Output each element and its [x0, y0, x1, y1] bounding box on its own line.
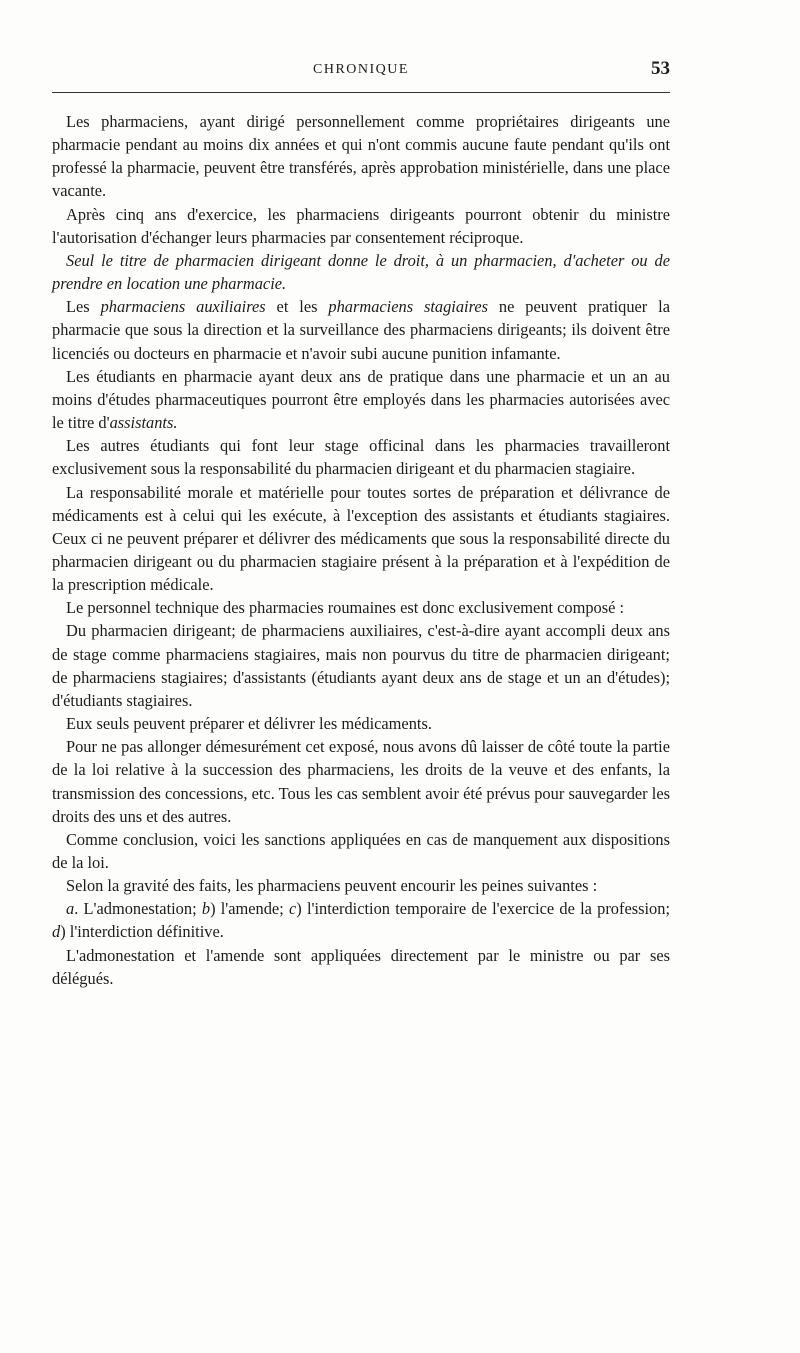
text-segment: Le personnel technique des pharmacies roumaines est donc exclusivement composé :: [66, 598, 625, 618]
text-segment: Du pharmacien dirigeant; de pharmaciens auxiliaires, c'est-à-dire ayant accompli deux ans de stage comme pharmaciens stagiaires, mais non pourvus du titre de pharmacien dirigeant; de pharmaciens stagiaires; d'assistants (étudiants ayant deux ans de stage et un an d'études); d'étudiants stagiaires.: [52, 621, 670, 710]
text-segment: Après cinq ans d'exercice, les pharmaciens dirigeants pourront obtenir du ministre l'autorisation d'échanger leurs pharmacies par consentement réciproque.: [52, 204, 670, 247]
paragraph: [52, 828, 670, 874]
text-segment: d: [52, 922, 61, 942]
text-segment: assistants.: [109, 413, 178, 433]
text-segment: ) l'amende;: [210, 899, 289, 919]
text-segment: a: [66, 899, 75, 919]
text-segment: Eux seuls peuvent préparer et délivrer les médicaments.: [66, 714, 432, 734]
text-segment: . L'admonestation;: [74, 899, 202, 919]
text-segment: c: [288, 899, 297, 919]
paragraph: [52, 944, 670, 990]
text-segment: pharmaciens stagiaires: [328, 297, 489, 317]
text-segment: Comme conclusion, voici les sanctions appliquées en cas de manquement aux dispositions de la loi.: [52, 829, 670, 872]
text-segment: L'admonestation et l'amende sont appliquées directement par le ministre ou par ses délégués.: [52, 945, 670, 988]
paragraph: [52, 203, 670, 249]
text-segment: Les autres étudiants qui font leur stage officinal dans les pharmacies travailleront exclusivement sous la responsabilité du pharmacien dirigeant et du pharmacien stagiaire.: [52, 436, 670, 479]
article-body: [52, 110, 670, 990]
page-number: 53: [651, 58, 670, 79]
text-segment: Les étudiants en pharmacie ayant deux ans de pratique dans une pharmacie et un an au moins d'études pharmaceutiques pourront être employés dans les pharmacies autorisées avec le titre d': [52, 366, 670, 433]
paragraph: [52, 596, 670, 619]
paragraph: [52, 874, 670, 897]
text-segment: pharmaciens auxiliaires: [100, 297, 266, 317]
text-segment: Les pharmaciens, ayant dirigé personnellement comme propriétaires dirigeants une pharmacie pendant au moins dix années et qui n'ont commis aucune faute pendant qu'ils ont professé la pharmacie, peuvent être transférés, après approbation ministérielle, dans une place vacante.: [52, 112, 670, 201]
paragraph: [52, 249, 670, 295]
text-segment: ne peuvent pratiquer la pharmacie que sous la direction et la surveillance des pharmaciens dirigeants; ils doivent être licenciés ou docteurs en pharmacie et n'avoir subi aucune punition infamante.: [52, 297, 670, 363]
paragraph: [52, 295, 670, 364]
paragraph: [52, 897, 670, 943]
paragraph: [52, 434, 670, 480]
text-segment: Pour ne pas allonger démesurément cet exposé, nous avons dû laisser de côté toute la partie de la loi relative à la succession des pharmaciens, les droits de la veuve et des enfants, la transmission des concessions, etc. Tous les cas semblent avoir été prévus pour sauvegarder les droits des uns et des autres.: [52, 737, 670, 826]
paragraph: [52, 735, 670, 828]
text-segment: Les: [66, 297, 101, 317]
paragraph: [52, 712, 670, 735]
text-segment: Selon la gravité des faits, les pharmaciens peuvent encourir les peines suivantes :: [66, 876, 598, 896]
text-segment: b: [201, 899, 211, 919]
page-header: [52, 58, 670, 84]
text-segment: ) l'interdiction définitive.: [60, 922, 224, 942]
paragraph: [52, 110, 670, 203]
text-segment: ) l'interdiction temporaire de l'exercice de la profession;: [296, 899, 670, 919]
text-segment: La responsabilité morale et matérielle pour toutes sortes de préparation et délivrance de médicaments est à celui qui les exécute, à l'exception des assistants et étudiants stagiaires. Ceux ci ne peuvent préparer et délivrer des médicaments que sous la responsabilité directe du pharmacien dirigeant ou du pharmacien stagiaire présent à la préparation et à l'expédition de la prescription médicale.: [52, 482, 670, 595]
running-title: CHRONIQUE: [313, 62, 409, 77]
paragraph: [52, 481, 670, 597]
header-rule: [52, 92, 670, 93]
paragraph: [52, 365, 670, 434]
text-segment: Seul le titre de pharmacien dirigeant donne le droit, à un pharmacien, d'acheter ou de prendre en location une pharmacie.: [52, 250, 670, 294]
text-segment: et les: [265, 297, 329, 317]
paragraph: [52, 619, 670, 712]
